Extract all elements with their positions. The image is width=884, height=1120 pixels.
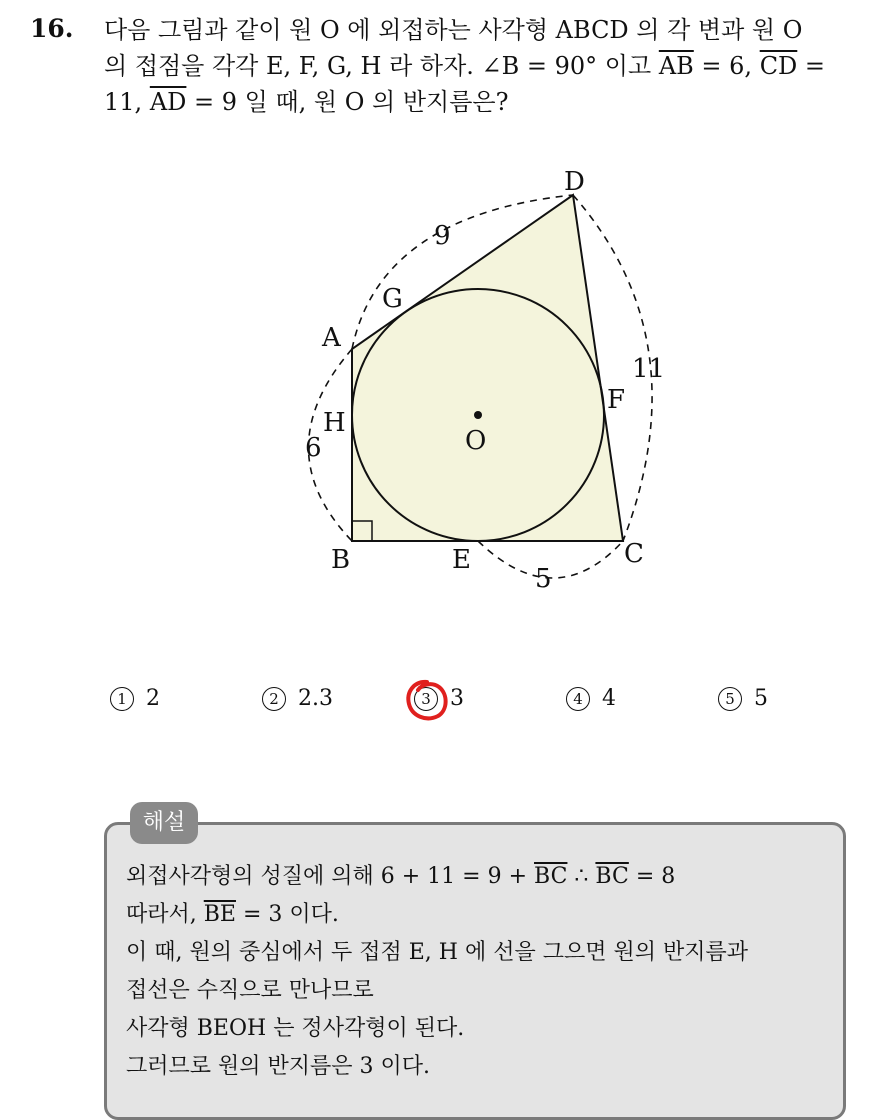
choice-5[interactable] [718, 686, 768, 711]
choice-number-2: 2 [262, 687, 286, 711]
answer-circle-mark [402, 676, 452, 726]
cd-equals: = [797, 52, 826, 80]
length-ec: 5 [535, 564, 552, 594]
label-f: F [607, 385, 626, 415]
sol-bc: $\overline{BC}$ [534, 864, 568, 889]
solution-line-5: 사각형 BEOH 는 정사각형이 된다. [126, 1016, 465, 1041]
label-b: B [331, 545, 351, 575]
sol-bc-2: $\overline{BC}$ [595, 864, 629, 889]
choice-number-3: 3 [414, 687, 438, 711]
solution-line-3: 이 때, 원의 중심에서 두 접점 E, H 에 선을 그으면 원의 반지름과 [126, 940, 748, 965]
sol-be: $\overline{BE}$ [203, 902, 236, 927]
choice-number-1: 1 [110, 687, 134, 711]
solution-text [126, 858, 826, 1086]
ab-value: = 6, [693, 52, 760, 80]
sol-l1-mid: ∴ [567, 864, 596, 889]
segment-cd: $\overline{CD}$ [759, 52, 798, 80]
choice-4[interactable] [566, 686, 616, 711]
sol-l1-post: = 8 [628, 864, 676, 889]
segment-ab: $\overline{AB}$ [658, 52, 694, 80]
solution-line-2 [126, 896, 826, 934]
length-ad: 9 [434, 221, 451, 251]
label-a: A [322, 323, 341, 353]
choice-label-1: 2 [146, 686, 160, 711]
solution-tab: 해설 [130, 802, 198, 844]
center-point [474, 411, 482, 419]
choice-number-5: 5 [718, 687, 742, 711]
length-cd: 11 [632, 354, 666, 384]
cd-value: 11, [104, 88, 143, 116]
question-number: 16. [30, 14, 74, 43]
answer-choices [0, 686, 884, 720]
label-h: H [323, 408, 346, 438]
quadrilateral-abcd [352, 195, 626, 541]
label-e: E [452, 545, 471, 575]
length-ab: 6 [305, 433, 322, 463]
sol-l2-post: = 3 이다. [235, 902, 339, 927]
label-g: G [382, 284, 403, 314]
choice-1[interactable] [110, 686, 160, 711]
label-d: D [564, 167, 585, 197]
sol-l2-pre: 따라서, [126, 902, 204, 927]
choice-number-4: 4 [566, 687, 590, 711]
choice-2[interactable] [262, 686, 333, 711]
choice-label-4: 4 [602, 686, 616, 711]
choice-3[interactable] [414, 686, 464, 711]
label-o: O [465, 426, 487, 456]
choice-label-2: 2.3 [298, 686, 333, 711]
stem-line-1: 다음 그림과 같이 원 O 에 외접하는 사각형 ABCD 의 각 변과 원 O [104, 16, 803, 44]
label-c: C [624, 539, 644, 569]
choice-label-3: 3 [450, 686, 464, 711]
segment-ad: $\overline{AD}$ [149, 88, 187, 116]
stem-line-2-text: 의 접점을 각각 E, F, G, H 라 하자. ∠B = 90° 이고 [104, 52, 652, 80]
choice-label-5: 5 [754, 686, 768, 711]
sol-l1-pre: 외접사각형의 성질에 의해 6 + 11 = 9 + [126, 864, 535, 889]
solution-line-6: 그러므로 원의 반지름은 3 이다. [126, 1054, 430, 1079]
solution-line-4: 접선은 수직으로 만나므로 [126, 978, 374, 1003]
stem-line-3-text: = 9 일 때, 원 O 의 반지름은? [194, 88, 509, 116]
solution-line-1 [126, 858, 826, 896]
